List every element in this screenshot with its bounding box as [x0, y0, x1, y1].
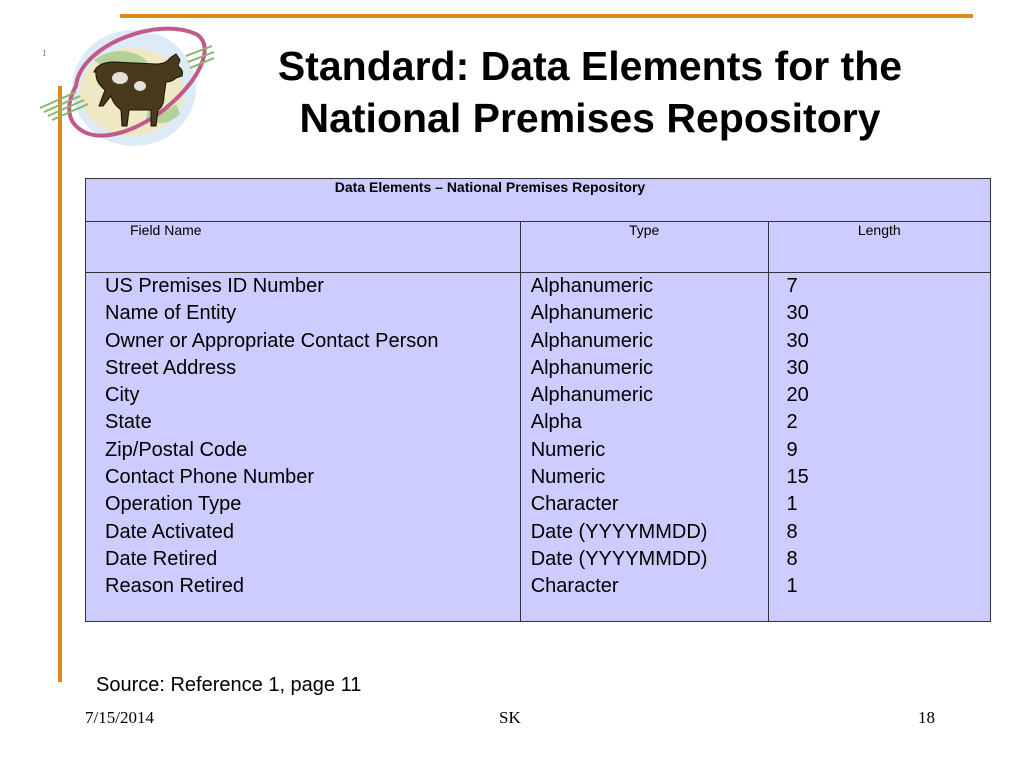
header-field-name: Field Name — [86, 222, 521, 273]
table-caption-row — [86, 179, 991, 222]
field-name-cell: Contact Phone Number — [105, 466, 315, 489]
length-cell: 7 — [786, 275, 798, 297]
length-cell: 20 — [786, 384, 809, 407]
table-caption: Data Elements – National Premises Repository — [334, 179, 646, 195]
footer-page-number: 18 — [918, 708, 935, 727]
cow-globe-logo — [36, 16, 216, 156]
length-cell: 30 — [786, 329, 809, 352]
type-cell: Date (YYYYMMDD) — [530, 520, 708, 543]
type-cell: Alphanumeric — [530, 384, 654, 407]
field-name-cell: Operation Type — [105, 493, 242, 516]
source-note: Source: Reference 1, page 11 — [96, 674, 362, 696]
type-cell: Alphanumeric — [530, 356, 654, 379]
type-cell: Date (YYYYMMDD) — [530, 547, 708, 570]
slide-title — [215, 40, 965, 144]
field-name-cell: Street Address — [105, 356, 237, 379]
length-cell: 2 — [786, 411, 798, 434]
length-cell: 8 — [786, 520, 798, 543]
field-name-cell: State — [105, 411, 152, 434]
field-name-cell: City — [105, 384, 140, 407]
title-line: National Premises Repository — [299, 95, 881, 141]
side-accent-rule — [58, 86, 62, 682]
length-cell: 8 — [786, 547, 798, 570]
table-body-row — [86, 273, 991, 622]
data-elements-table — [85, 178, 991, 622]
type-cell: Alphanumeric — [530, 302, 654, 325]
length-cell: 9 — [786, 438, 798, 461]
header-length: Length — [768, 222, 990, 273]
length-cell: 1 — [786, 493, 798, 516]
field-name-cell: Date Retired — [105, 547, 218, 570]
field-name-cell: Zip/Postal Code — [105, 438, 248, 461]
field-name-cell: US Premises ID Number — [105, 275, 324, 297]
type-cell: Character — [530, 493, 619, 516]
field-name-cell: Date Activated — [105, 520, 234, 543]
footer-author: SK — [499, 708, 521, 727]
type-cell: Character — [530, 575, 619, 598]
length-cell: 15 — [786, 466, 809, 489]
title-line: Standard: Data Elements for the — [277, 43, 903, 89]
top-accent-rule — [120, 14, 973, 18]
field-name-cell: Name of Entity — [105, 302, 237, 325]
type-cell: Alpha — [530, 411, 582, 434]
length-cell: 30 — [786, 356, 809, 379]
type-cell: Alphanumeric — [530, 329, 654, 352]
type-cell: Numeric — [530, 466, 606, 489]
type-cell: Alphanumeric — [530, 275, 654, 297]
svg-text:1: 1 — [42, 48, 47, 58]
length-cell: 30 — [786, 302, 809, 325]
footer-date: 7/15/2014 — [85, 708, 154, 727]
length-column — [768, 273, 990, 622]
type-column — [520, 273, 768, 622]
type-cell: Numeric — [530, 438, 606, 461]
field-name-cell: Reason Retired — [105, 575, 244, 598]
length-cell: 1 — [786, 575, 798, 598]
field-name-column — [86, 273, 521, 622]
table-header-row — [86, 222, 991, 273]
field-name-cell: Owner or Appropriate Contact Person — [105, 329, 439, 352]
header-type: Type — [520, 222, 768, 273]
